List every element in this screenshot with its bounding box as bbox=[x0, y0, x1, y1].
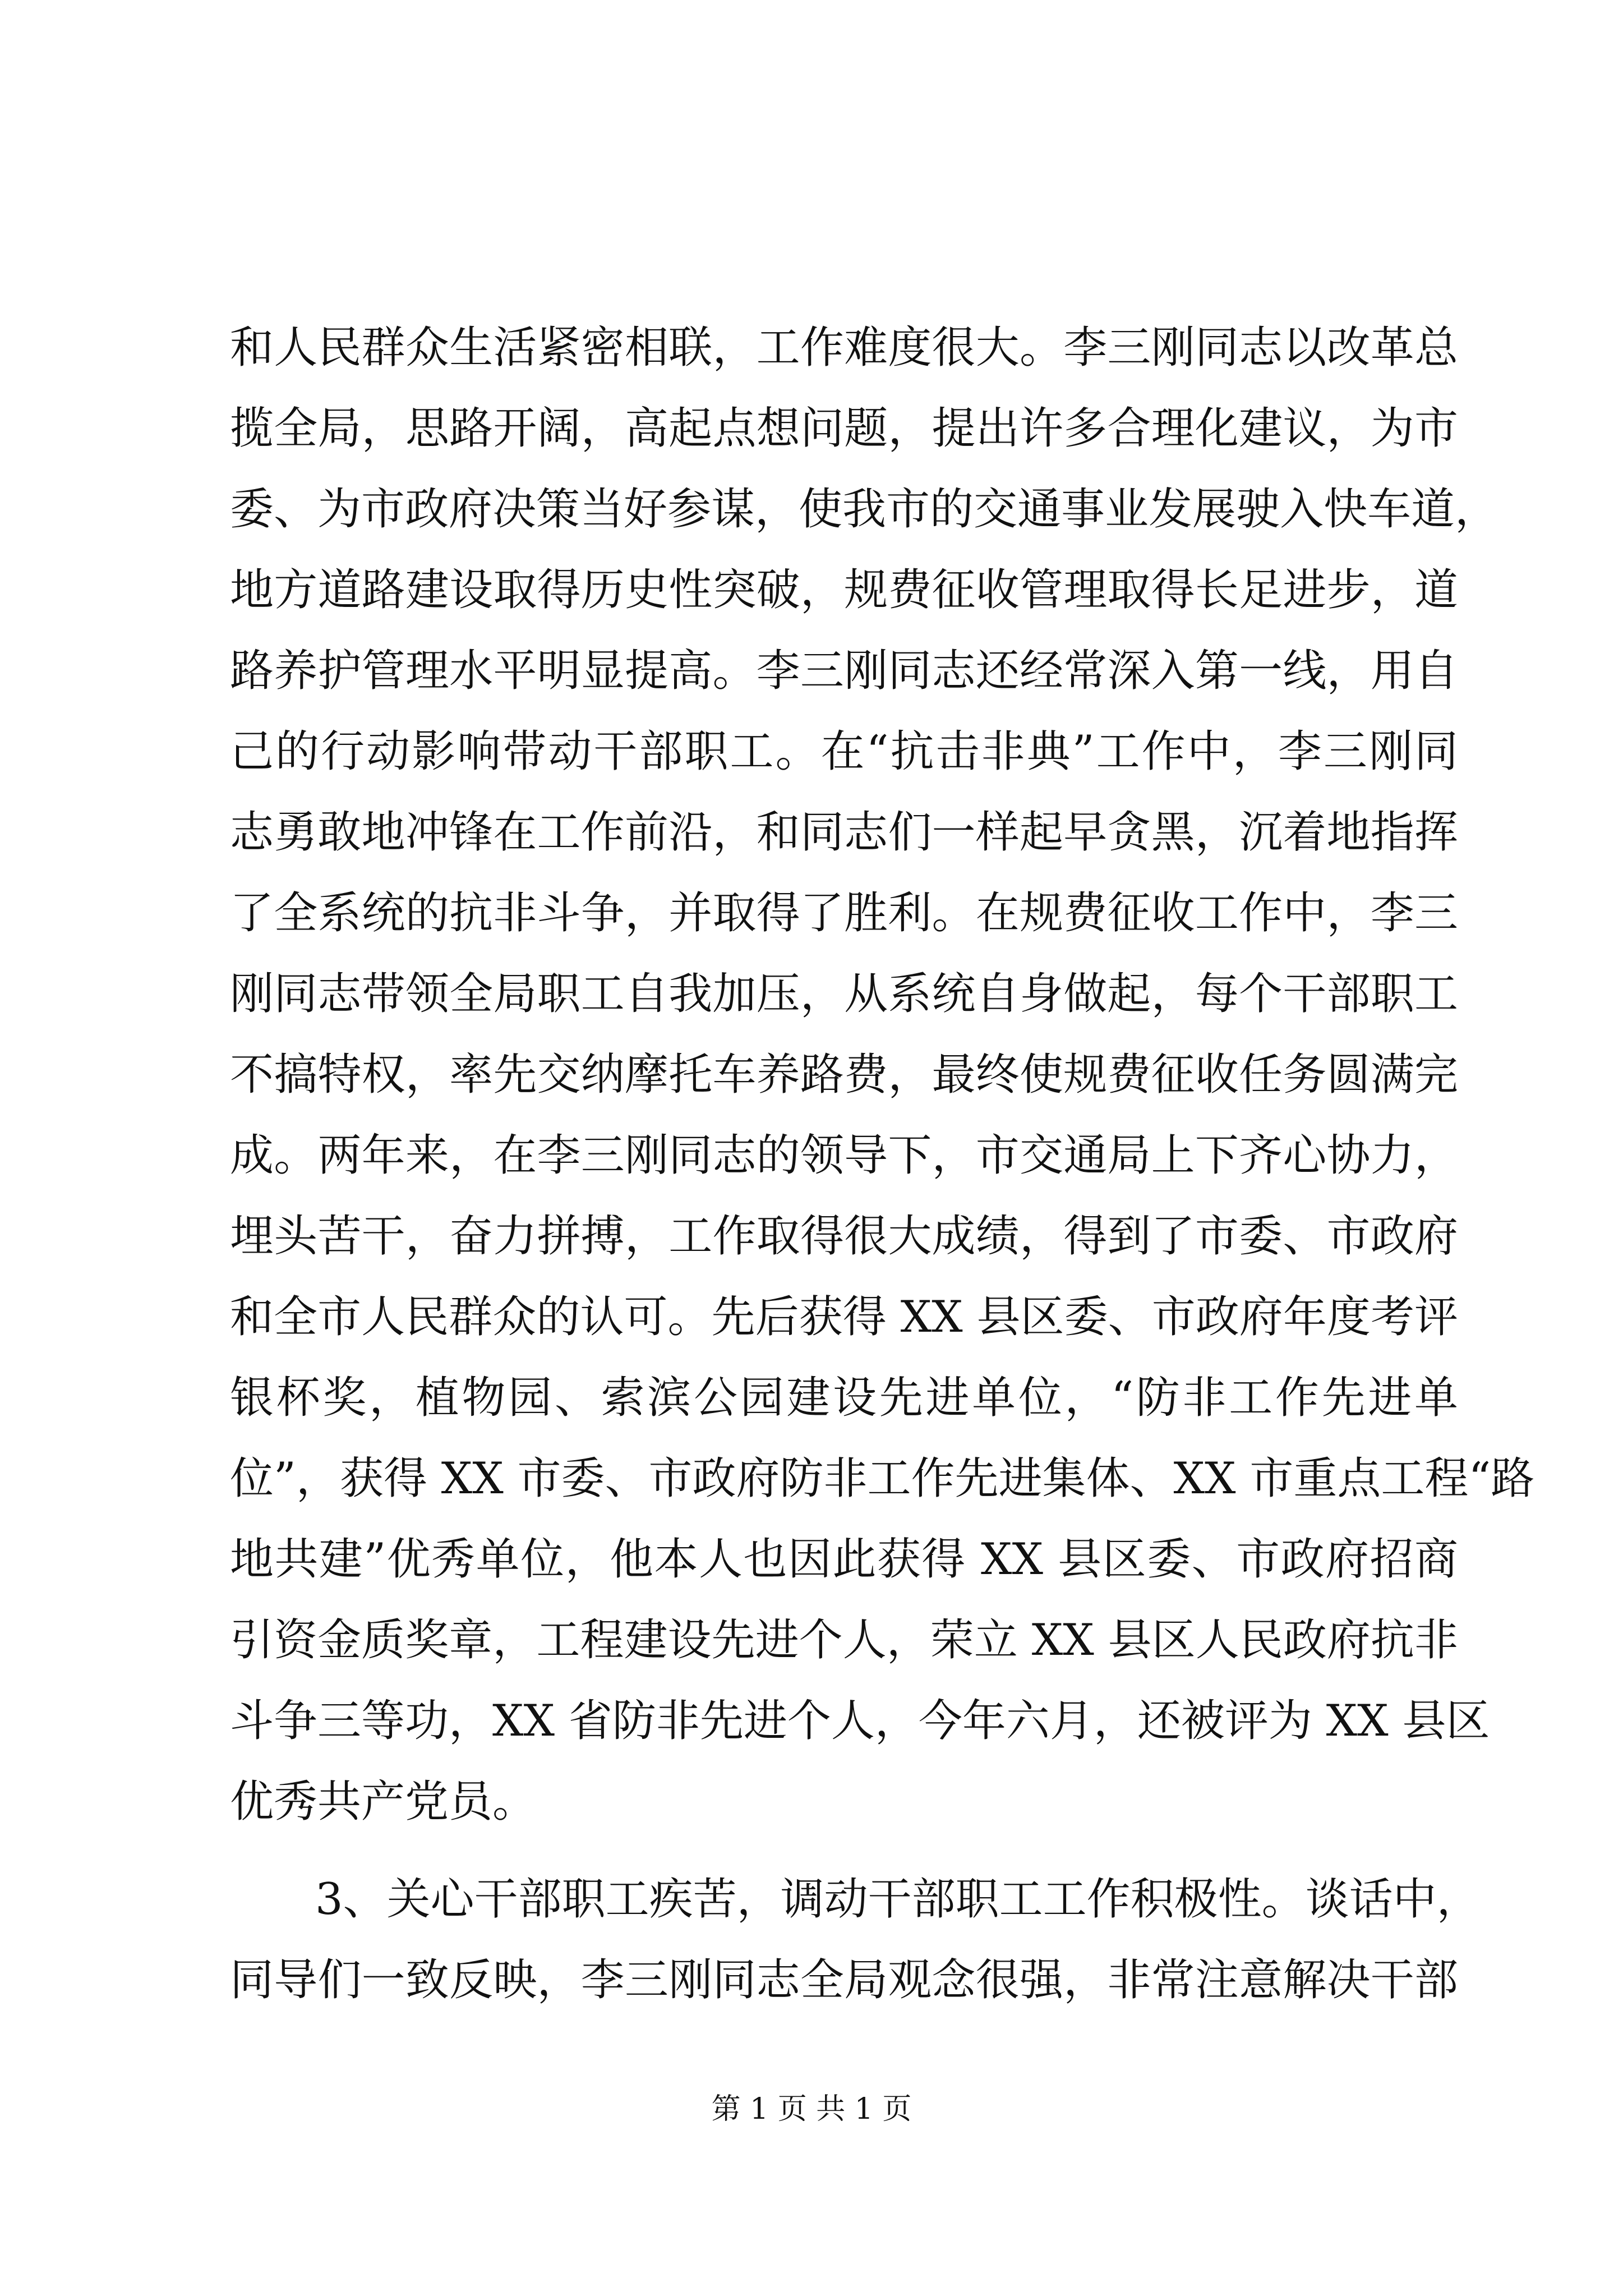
text-line: 同导们一致反映，李三刚同志全局观念很强，非常注意解决干部 bbox=[230, 1955, 1458, 2005]
text-line: 优秀共产党员。 bbox=[230, 1777, 537, 1827]
text-line: 地共建”优秀单位，他本人也因此获得 XX 县区委、市政府招商 bbox=[230, 1534, 1458, 1585]
text-line: 委、为市政府决策当好参谋，使我市的交通事业发展驶入快车道， bbox=[230, 484, 1499, 535]
text-line: 成。两年来，在李三刚同志的领导下，市交通局上下齐心协力， bbox=[230, 1130, 1458, 1181]
document-body bbox=[230, 307, 1535, 2021]
paragraph-spacer bbox=[230, 1842, 1458, 1859]
text-line: 不搞特权，率先交纳摩托车养路费，最终使规费征收任务圆满完 bbox=[230, 1050, 1458, 1100]
text-line: 了全系统的抗非斗争，并取得了胜利。在规费征收工作中，李三 bbox=[230, 888, 1458, 938]
paragraph-1 bbox=[230, 307, 1535, 1842]
text-line: 揽全局，思路开阔，高起点想问题，提出许多合理化建议，为市 bbox=[230, 403, 1458, 454]
text-line: 和人民群众生活紧密相联，工作难度很大。李三刚同志以改革总 bbox=[230, 323, 1458, 373]
text-line: 银杯奖，植物园、索滨公园建设先进单位，“防非工作先进单 bbox=[230, 1373, 1458, 1423]
paragraph-2 bbox=[230, 1859, 1481, 2021]
text-line: 斗争三等功，XX 省防非先进个人，今年六月，还被评为 XX 县区 bbox=[230, 1696, 1490, 1746]
text-line: 和全市人民群众的认可。先后获得 XX 县区委、市政府年度考评 bbox=[230, 1292, 1458, 1342]
text-line: 引资金质奖章，工程建设先进个人，荣立 XX 县区人民政府抗非 bbox=[230, 1615, 1458, 1665]
text-line: 地方道路建设取得历史性突破，规费征收管理取得长足进步，道 bbox=[230, 565, 1458, 615]
page-number-footer: 第 1 页 共 1 页 bbox=[711, 2092, 912, 2126]
text-line: 埋头苦干，奋力拼搏，工作取得很大成绩，得到了市委、市政府 bbox=[230, 1211, 1458, 1262]
text-line: 位”，获得 XX 市委、市政府防非工作先进集体、XX 市重点工程“路 bbox=[230, 1453, 1535, 1504]
text-line: 3、关心干部职工疾苦，调动干部职工工作积极性。谈话中， bbox=[315, 1874, 1481, 1925]
text-line: 志勇敢地冲锋在工作前沿，和同志们一样起早贪黑，沉着地指挥 bbox=[230, 807, 1458, 858]
text-line: 路养护管理水平明显提高。李三刚同志还经常深入第一线，用自 bbox=[230, 646, 1458, 696]
text-line: 己的行动影响带动干部职工。在“抗击非典”工作中，李三刚同 bbox=[230, 726, 1458, 777]
text-line: 刚同志带领全局职工自我加压，从系统自身做起，每个干部职工 bbox=[230, 969, 1458, 1019]
